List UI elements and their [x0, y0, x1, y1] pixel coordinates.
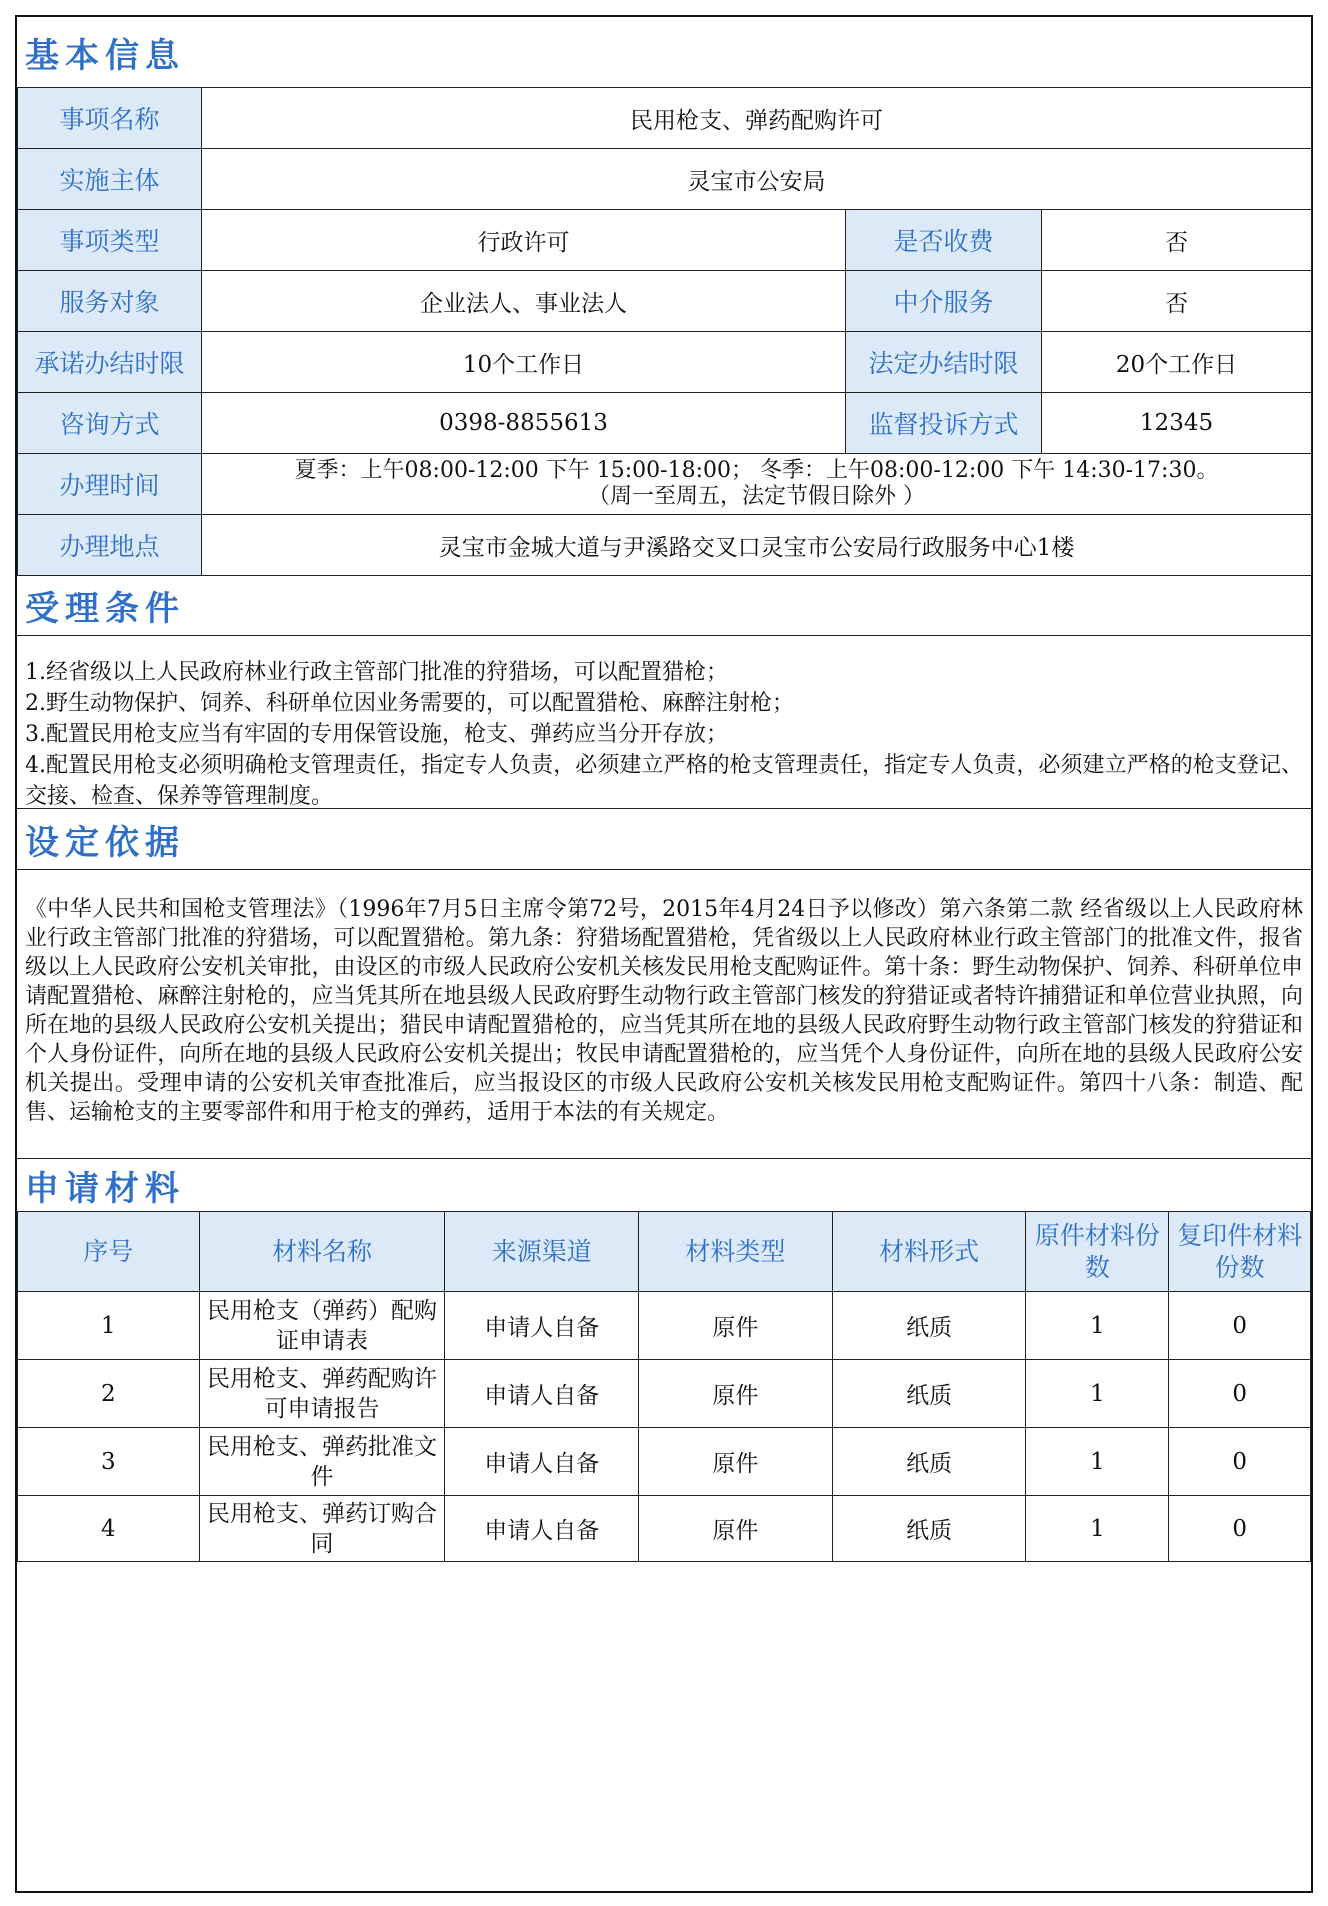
header-name: 材料名称 — [199, 1212, 445, 1292]
row-kind: 原件 — [639, 1428, 833, 1496]
legal-label: 法定办结时限 — [846, 332, 1042, 393]
header-source: 来源渠道 — [445, 1212, 639, 1292]
section-title-basis: 设定依据 — [25, 822, 185, 863]
row-copy: 0 — [1169, 1292, 1311, 1360]
target-value: 企业法人、事业法人 — [202, 271, 846, 332]
row-copy: 0 — [1169, 1496, 1311, 1562]
item-name-value: 民用枪支、弹药配购许可 — [202, 88, 1312, 149]
row-no: 2 — [18, 1360, 200, 1428]
service-info-sheet — [15, 15, 1313, 1893]
row-source: 申请人自备 — [445, 1496, 639, 1562]
basic-info-table — [17, 87, 1312, 576]
table-row — [18, 1292, 1311, 1360]
row-kind: 原件 — [639, 1360, 833, 1428]
complaint-label: 监督投诉方式 — [846, 393, 1042, 454]
row-copy: 0 — [1169, 1360, 1311, 1428]
hours-value — [202, 454, 1312, 515]
type-label: 事项类型 — [18, 210, 202, 271]
row-name: 民用枪支、弹药批准文件 — [199, 1428, 445, 1496]
complaint-value: 12345 — [1042, 393, 1312, 454]
header-copy: 复印件材料份数 — [1169, 1212, 1311, 1292]
agency-value: 否 — [1042, 271, 1312, 332]
row-source: 申请人自备 — [445, 1360, 639, 1428]
row-contact — [18, 393, 1312, 454]
row-copy: 0 — [1169, 1428, 1311, 1496]
materials-table — [17, 1211, 1311, 1562]
row-orig: 1 — [1026, 1428, 1169, 1496]
row-type — [18, 210, 1312, 271]
conditions-block — [17, 635, 1311, 809]
row-item-name — [18, 88, 1312, 149]
section-title-basic: 基本信息 — [25, 35, 185, 76]
row-target — [18, 271, 1312, 332]
header-orig: 原件材料份数 — [1026, 1212, 1169, 1292]
row-no: 1 — [18, 1292, 200, 1360]
row-form: 纸质 — [832, 1292, 1026, 1360]
row-kind: 原件 — [639, 1496, 833, 1562]
table-row — [18, 1496, 1311, 1562]
row-orig: 1 — [1026, 1292, 1169, 1360]
address-label: 办理地点 — [18, 515, 202, 576]
address-value: 灵宝市金城大道与尹溪路交叉口灵宝市公安局行政服务中心1楼 — [202, 515, 1312, 576]
type-value: 行政许可 — [202, 210, 846, 271]
promise-label: 承诺办结时限 — [18, 332, 202, 393]
header-no: 序号 — [18, 1212, 200, 1292]
row-orig: 1 — [1026, 1360, 1169, 1428]
row-source: 申请人自备 — [445, 1428, 639, 1496]
condition-item: 4.配置民用枪支必须明确枪支管理责任，指定专人负责，必须建立严格的枪支管理责任，指定专人负责，必须建立严格的枪支登记、交接、检查、保养等管理制度。 — [25, 753, 1303, 809]
target-label: 服务对象 — [18, 271, 202, 332]
header-form: 材料形式 — [832, 1212, 1026, 1292]
row-hours — [18, 454, 1312, 515]
row-name: 民用枪支（弹药）配购证申请表 — [199, 1292, 445, 1360]
fee-label: 是否收费 — [846, 210, 1042, 271]
subject-label: 实施主体 — [18, 149, 202, 210]
item-name-label: 事项名称 — [18, 88, 202, 149]
row-no: 3 — [18, 1428, 200, 1496]
condition-item: 2.野生动物保护、饲养、科研单位因业务需要的，可以配置猎枪、麻醉注射枪； — [25, 691, 794, 716]
row-kind: 原件 — [639, 1292, 833, 1360]
condition-item: 1.经省级以上人民政府林业行政主管部门批准的狩猎场，可以配置猎枪； — [25, 660, 728, 685]
hours-label: 办理时间 — [18, 454, 202, 515]
row-subject — [18, 149, 1312, 210]
table-row — [18, 1428, 1311, 1496]
materials-header-row — [18, 1212, 1311, 1292]
row-address — [18, 515, 1312, 576]
promise-value: 10个工作日 — [202, 332, 846, 393]
condition-item: 3.配置民用枪支应当有牢固的专用保管设施，枪支、弹药应当分开存放； — [25, 722, 728, 747]
row-form: 纸质 — [832, 1360, 1026, 1428]
row-orig: 1 — [1026, 1496, 1169, 1562]
consult-value: 0398-8855613 — [202, 393, 846, 454]
hours-line-1: 夏季：上午08:00-12:00 下午 15:00-18:00； 冬季：上午08:00-12:00 下午 14:30-17:30。 — [294, 458, 1219, 483]
row-form: 纸质 — [832, 1428, 1026, 1496]
legal-value: 20个工作日 — [1042, 332, 1312, 393]
row-no: 4 — [18, 1496, 200, 1562]
header-kind: 材料类型 — [639, 1212, 833, 1292]
subject-value: 灵宝市公安局 — [202, 149, 1312, 210]
row-source: 申请人自备 — [445, 1292, 639, 1360]
basis-text: 《中华人民共和国枪支管理法》（1996年7月5日主席令第72号，2015年4月24日予以修改）第六条第二款 经省级以上人民政府林业行政主管部门批准的狩猎场，可以配置猎枪。第九条：狩猎场配置猎枪，凭省级以上人民政府林业行政主管部门的批准文件，报省级以上人民政府公安机关审批，由设区的市级人民政府公安机关核发民用枪支配购证件。第十条：野生动物保护、饲养、科研单位申请配置猎枪、麻醉注射枪的，应当凭其所在地县级人民政府野生动物行政主管部门核发的狩猎证或者特许捕猎证和单位营业执照，向所在地的县级人民政府公安机关提出；猎民申请配置猎枪的，应当凭其所在地的县级人民政府野生动物行政主管部门核发的狩猎证和个人身份证件，向所在地的县级人民政府公安机关提出；牧民申请配置猎枪的，应当凭个人身份证件，向所在地的县级人民政府公安机关提出。受理申请的公安机关审查批准后，应当报设区的市级人民政府公安机关核发民用枪支配购证件。第四十八条：制造、配售、运输枪支的主要零部件和用于枪支的弹药，适用于本法的有关规定。 — [25, 897, 1303, 1125]
agency-label: 中介服务 — [846, 271, 1042, 332]
table-row — [18, 1360, 1311, 1428]
basis-block — [17, 869, 1311, 1159]
hours-line-2: （周一至周五，法定节假日除外 ） — [588, 484, 925, 509]
section-title-materials: 申请材料 — [25, 1168, 185, 1209]
consult-label: 咨询方式 — [18, 393, 202, 454]
row-name: 民用枪支、弹药订购合同 — [199, 1496, 445, 1562]
row-time-limits — [18, 332, 1312, 393]
row-form: 纸质 — [832, 1496, 1026, 1562]
fee-value: 否 — [1042, 210, 1312, 271]
section-title-conditions: 受理条件 — [25, 588, 185, 629]
row-name: 民用枪支、弹药配购许可申请报告 — [199, 1360, 445, 1428]
